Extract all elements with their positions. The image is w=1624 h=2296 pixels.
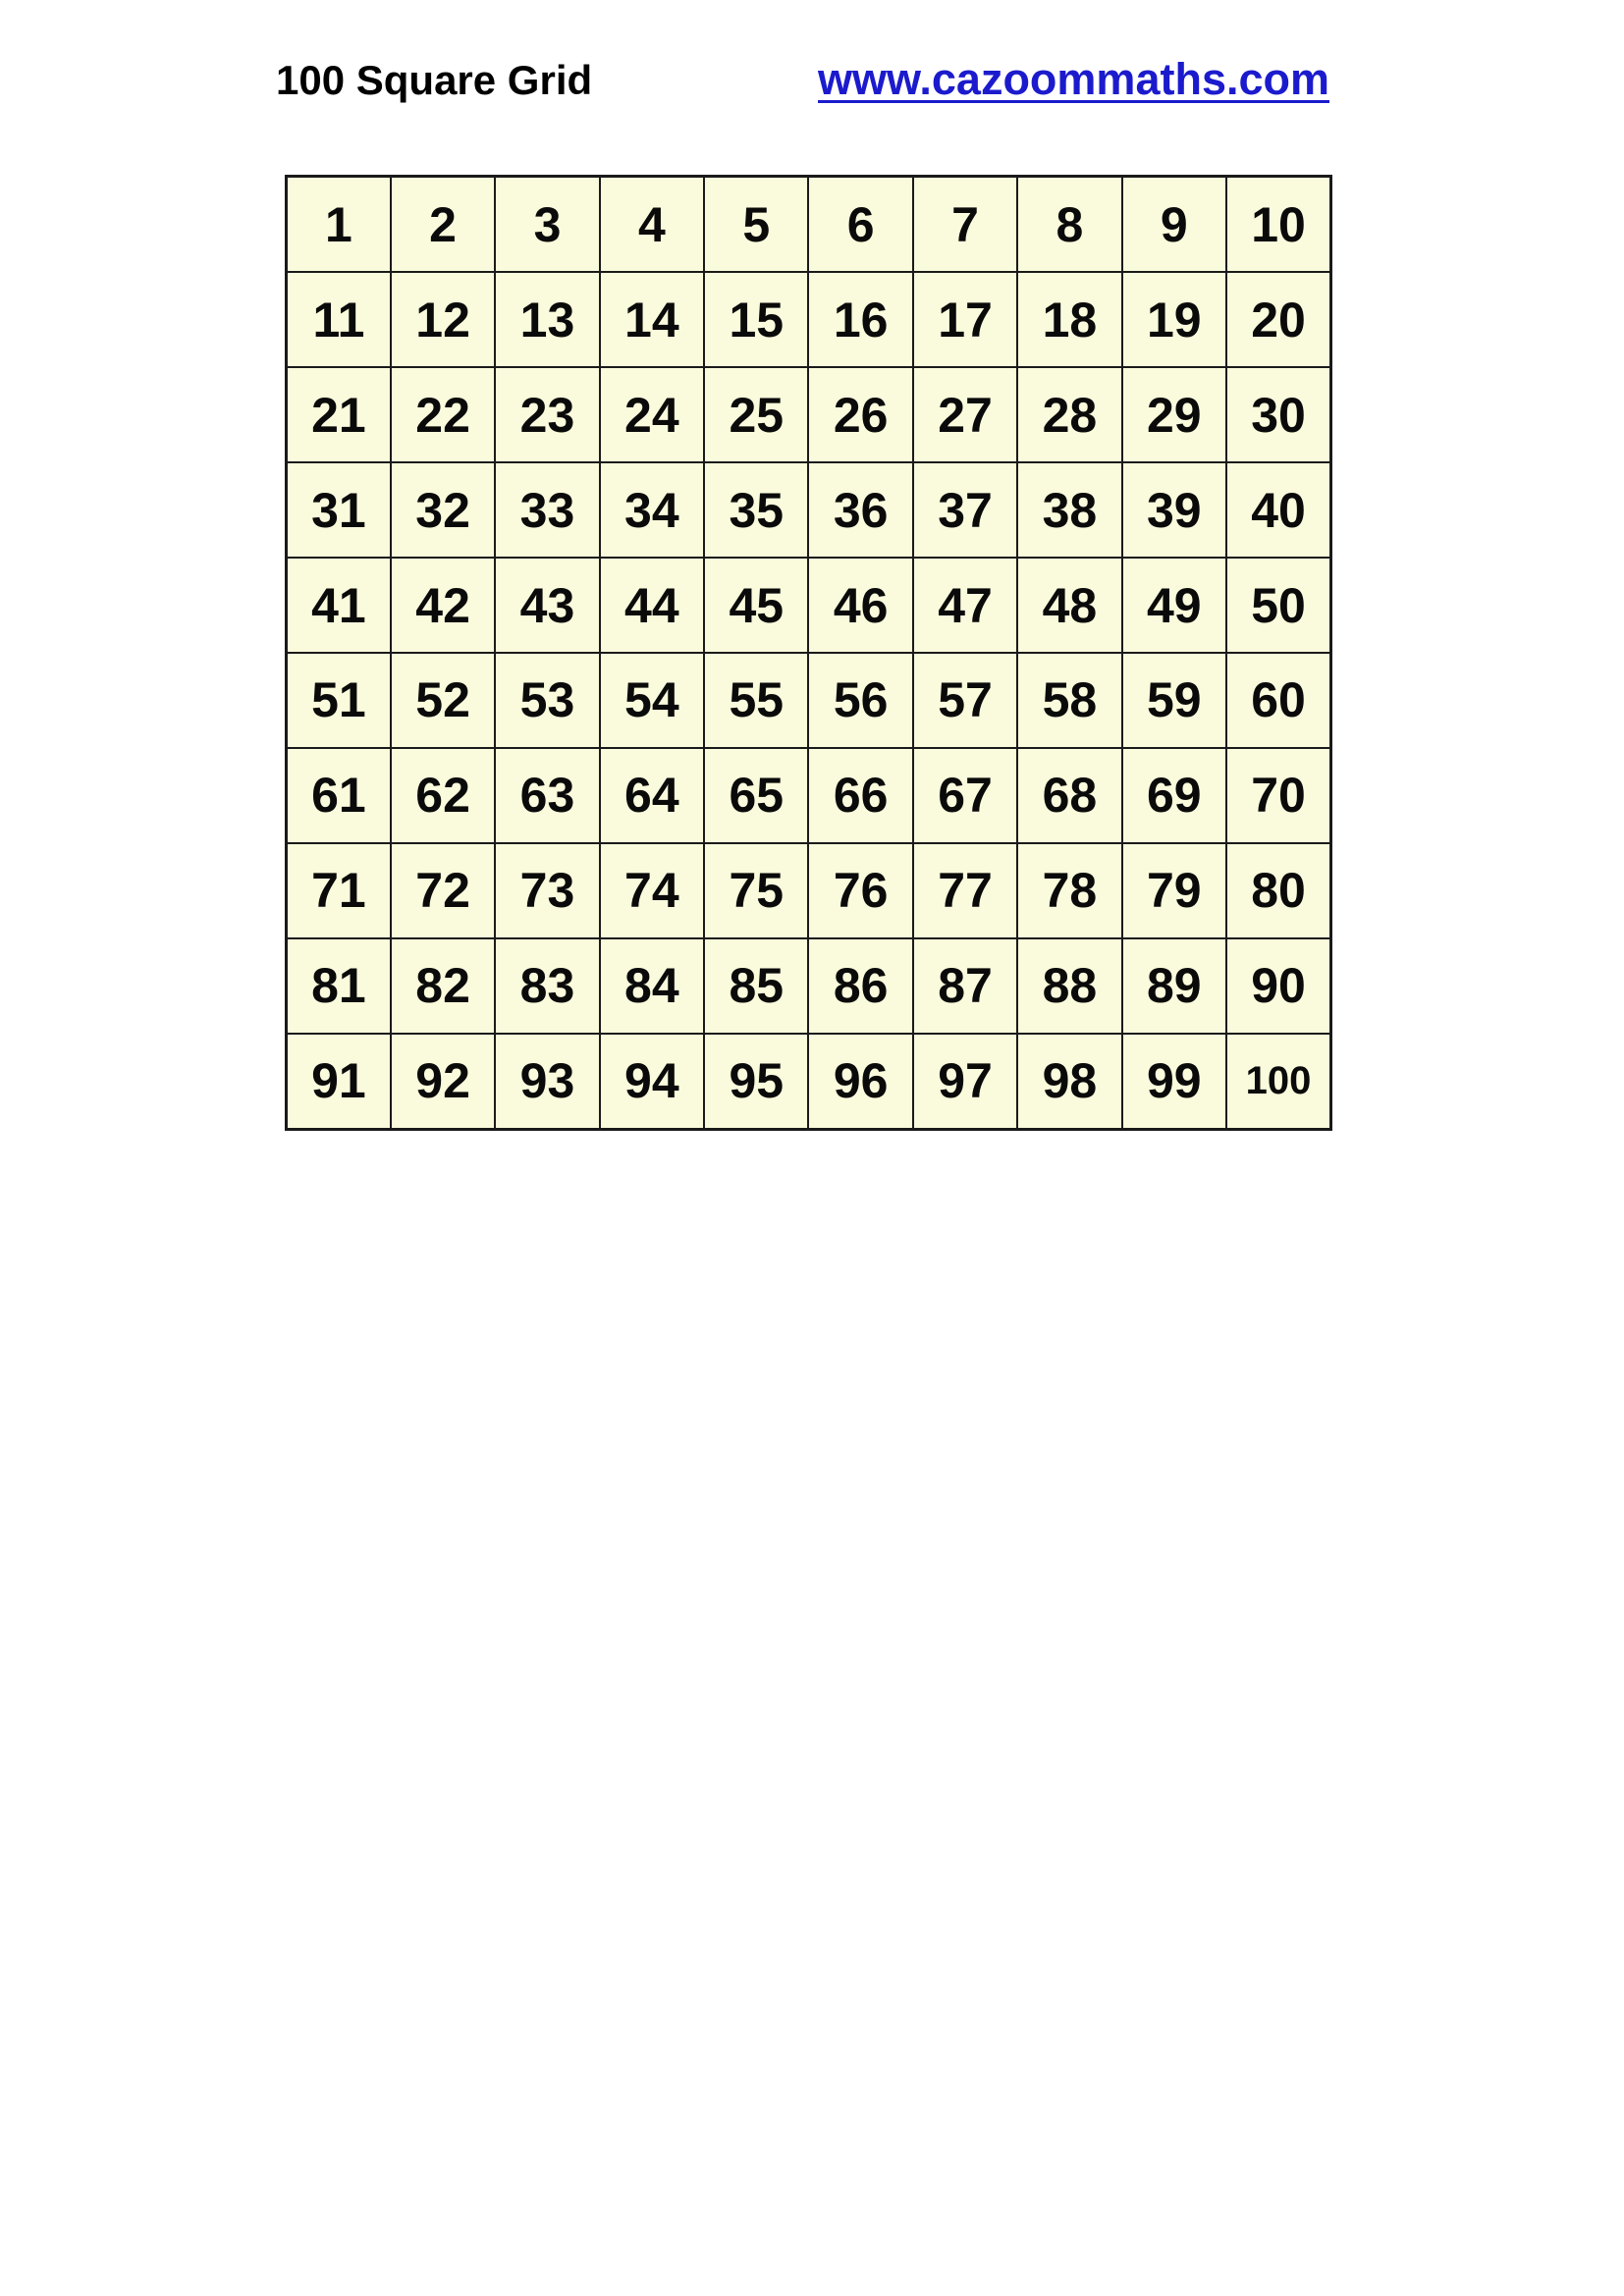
grid-row: [287, 748, 1331, 843]
grid-cell: 49: [1122, 558, 1226, 653]
grid-cell: 46: [808, 558, 912, 653]
grid-cell: 33: [495, 462, 599, 558]
grid-cell: 21: [287, 367, 391, 462]
grid-cell: 17: [913, 272, 1017, 367]
grid-cell: 70: [1226, 748, 1330, 843]
grid-cell: 80: [1226, 843, 1330, 938]
grid-cell: 82: [391, 938, 495, 1034]
grid-cell: 77: [913, 843, 1017, 938]
grid-cell: 92: [391, 1034, 495, 1130]
grid-cell: 68: [1017, 748, 1121, 843]
grid-cell: 53: [495, 653, 599, 748]
grid-cell: 35: [704, 462, 808, 558]
grid-cell: 34: [600, 462, 704, 558]
grid-cell: 97: [913, 1034, 1017, 1130]
grid-cell: 5: [704, 177, 808, 273]
grid-cell: 41: [287, 558, 391, 653]
grid-cell: 64: [600, 748, 704, 843]
grid-row: [287, 272, 1331, 367]
grid-cell: 86: [808, 938, 912, 1034]
grid-cell: 39: [1122, 462, 1226, 558]
grid-row: [287, 1034, 1331, 1130]
grid-cell: 26: [808, 367, 912, 462]
grid-cell: 98: [1017, 1034, 1121, 1130]
grid-cell: 38: [1017, 462, 1121, 558]
grid-cell: 30: [1226, 367, 1330, 462]
grid-cell: 69: [1122, 748, 1226, 843]
grid-cell: 11: [287, 272, 391, 367]
grid-cell: 60: [1226, 653, 1330, 748]
grid-cell: 50: [1226, 558, 1330, 653]
grid-cell: 1: [287, 177, 391, 273]
grid-cell: 76: [808, 843, 912, 938]
grid-cell: 32: [391, 462, 495, 558]
grid-cell: 62: [391, 748, 495, 843]
grid-row: [287, 462, 1331, 558]
grid-row: [287, 367, 1331, 462]
grid-cell: 37: [913, 462, 1017, 558]
grid-cell: 99: [1122, 1034, 1226, 1130]
grid-cell: 18: [1017, 272, 1121, 367]
grid-cell: 7: [913, 177, 1017, 273]
grid-cell: 81: [287, 938, 391, 1034]
grid-cell: 29: [1122, 367, 1226, 462]
grid-cell: 14: [600, 272, 704, 367]
grid-cell: 94: [600, 1034, 704, 1130]
grid-cell: 4: [600, 177, 704, 273]
grid-cell: 54: [600, 653, 704, 748]
grid-cell: 42: [391, 558, 495, 653]
grid-cell: 44: [600, 558, 704, 653]
grid-cell: 89: [1122, 938, 1226, 1034]
grid-cell: 88: [1017, 938, 1121, 1034]
website-link[interactable]: www.cazoommaths.com: [818, 54, 1329, 104]
grid-cell: 91: [287, 1034, 391, 1130]
grid-cell: 12: [391, 272, 495, 367]
grid-cell: 66: [808, 748, 912, 843]
grid-cell: 79: [1122, 843, 1226, 938]
grid-cell: 48: [1017, 558, 1121, 653]
grid-cell: 93: [495, 1034, 599, 1130]
grid-cell: 51: [287, 653, 391, 748]
grid-cell: 78: [1017, 843, 1121, 938]
grid-cell: 56: [808, 653, 912, 748]
grid-cell: 20: [1226, 272, 1330, 367]
grid-cell: 31: [287, 462, 391, 558]
grid-cell: 40: [1226, 462, 1330, 558]
grid-cell: 72: [391, 843, 495, 938]
grid-cell: 61: [287, 748, 391, 843]
grid-cell: 13: [495, 272, 599, 367]
grid-cell: 16: [808, 272, 912, 367]
grid-cell: 85: [704, 938, 808, 1034]
grid-cell: 10: [1226, 177, 1330, 273]
grid-cell: 47: [913, 558, 1017, 653]
grid-body: [287, 177, 1331, 1130]
grid-cell: 52: [391, 653, 495, 748]
grid-cell: 96: [808, 1034, 912, 1130]
grid-cell: 90: [1226, 938, 1330, 1034]
grid-cell: 57: [913, 653, 1017, 748]
grid-cell: 59: [1122, 653, 1226, 748]
grid-cell: 23: [495, 367, 599, 462]
grid-cell: 100: [1226, 1034, 1330, 1130]
grid-cell: 74: [600, 843, 704, 938]
grid-cell: 73: [495, 843, 599, 938]
hundred-square-grid: [285, 175, 1332, 1131]
grid-cell: 2: [391, 177, 495, 273]
grid-cell: 67: [913, 748, 1017, 843]
page-title: 100 Square Grid: [276, 57, 593, 103]
grid-cell: 71: [287, 843, 391, 938]
grid-row: [287, 177, 1331, 273]
grid-row: [287, 558, 1331, 653]
grid-cell: 28: [1017, 367, 1121, 462]
grid-cell: 19: [1122, 272, 1226, 367]
grid-cell: 58: [1017, 653, 1121, 748]
grid-cell: 87: [913, 938, 1017, 1034]
grid-cell: 24: [600, 367, 704, 462]
grid-cell: 55: [704, 653, 808, 748]
grid-row: [287, 843, 1331, 938]
grid-cell: 75: [704, 843, 808, 938]
grid-cell: 9: [1122, 177, 1226, 273]
grid-cell: 84: [600, 938, 704, 1034]
grid-cell: 25: [704, 367, 808, 462]
grid-row: [287, 653, 1331, 748]
grid-cell: 6: [808, 177, 912, 273]
grid-cell: 83: [495, 938, 599, 1034]
grid-cell: 22: [391, 367, 495, 462]
grid-cell: 3: [495, 177, 599, 273]
grid-cell: 45: [704, 558, 808, 653]
grid-cell: 8: [1017, 177, 1121, 273]
grid-cell: 27: [913, 367, 1017, 462]
grid-cell: 15: [704, 272, 808, 367]
grid-row: [287, 938, 1331, 1034]
grid-cell: 36: [808, 462, 912, 558]
grid-cell: 43: [495, 558, 599, 653]
grid-cell: 95: [704, 1034, 808, 1130]
grid-cell: 65: [704, 748, 808, 843]
grid-cell: 63: [495, 748, 599, 843]
